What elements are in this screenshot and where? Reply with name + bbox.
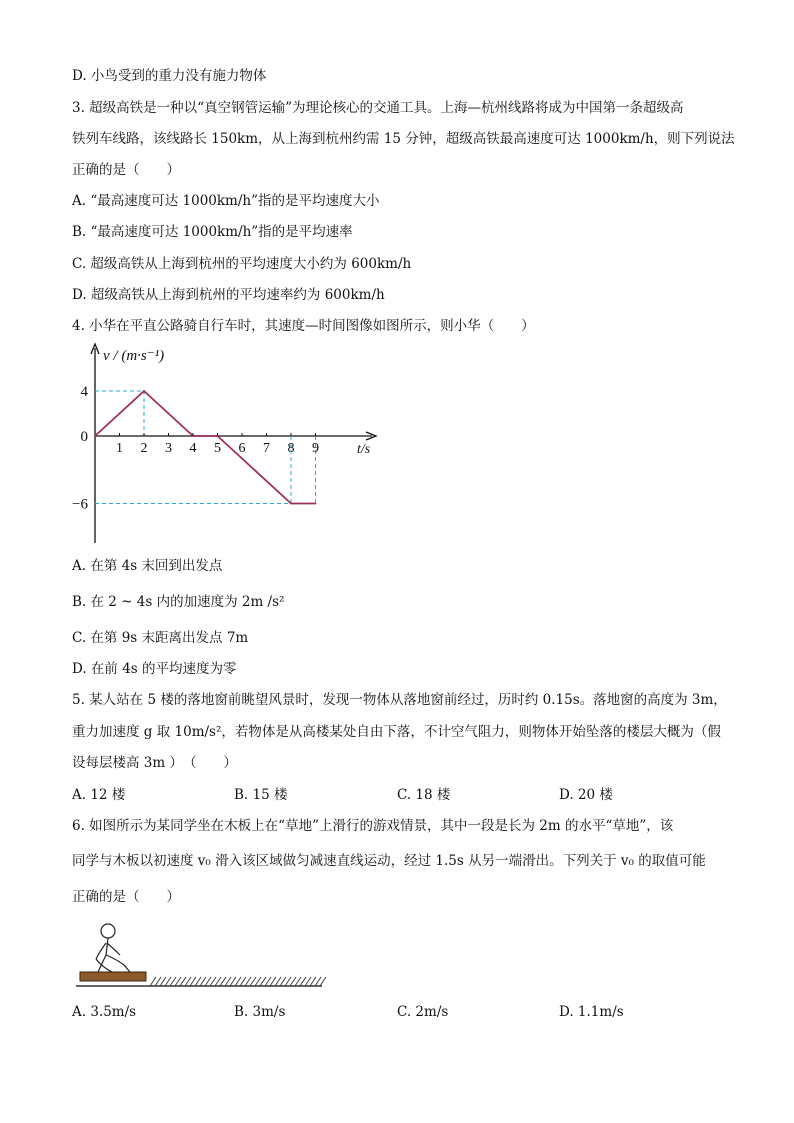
data-point: [290, 503, 292, 505]
q6-option-c: C. 2m/s: [397, 1004, 449, 1020]
wooden-board: [80, 972, 146, 981]
q6-option-a: A. 3.5m/s: [72, 1004, 137, 1020]
grass-hatch: [155, 977, 161, 986]
y-tick-label: −6: [72, 496, 88, 513]
x-tick-label: 4: [189, 441, 197, 456]
q5-option-c: C. 18 楼: [397, 787, 451, 803]
grass-hatch: [250, 977, 256, 986]
q3-stem-line-1: 3. 超级高铁是一种以“真空钢管运输”为理论核心的交通工具。上海—杭州线路将成为中国第一条超级高: [72, 100, 684, 116]
q6-option-d: D. 1.1m/s: [559, 1004, 624, 1020]
x-axis-label: t/s: [357, 442, 371, 457]
data-point: [315, 503, 317, 505]
grass-hatch: [215, 977, 221, 986]
q3-stem-line-2: 铁列车线路，该线路长 150km，从上海到杭州约需 15 分钟，超级高铁最高速度可达 1000km/h，则下列说法: [72, 131, 735, 147]
q5-stem-line-3: 设每层楼高 3m ） （ ）: [72, 755, 237, 771]
q2-option-d: D. 小鸟受到的重力没有施力物体: [72, 68, 267, 84]
q5-stem-line-1: 5. 某人站在 5 楼的落地窗前眺望风景时，发现一物体从落地窗前经过，历时约 0.15s。落地窗的高度为 3m，: [72, 692, 727, 708]
data-point: [143, 390, 145, 392]
y-axis-label: v / (m·s⁻¹): [103, 348, 165, 364]
x-tick-label: 9: [312, 441, 319, 456]
grass-hatch: [305, 977, 311, 986]
velocity-series-line: [95, 391, 316, 504]
q5-options: [72, 786, 722, 804]
grass-hatch: [240, 977, 246, 986]
grass-hatch: [175, 977, 181, 986]
grass-hatch: [265, 977, 271, 986]
q4-stem: 4. 小华在平直公路骑自行车时，其速度—时间图像如图所示，则小华（ ）: [72, 318, 535, 334]
y-tick-label: 0: [80, 429, 88, 445]
grass-hatch: [260, 977, 266, 986]
q6-options: [72, 1003, 722, 1021]
x-tick-label: 6: [238, 441, 246, 456]
grass-hatch: [180, 977, 186, 986]
x-tick-label: 2: [140, 441, 148, 456]
grass-hatch: [295, 977, 301, 986]
student-figure: [96, 924, 130, 972]
q5-option-d: D. 20 楼: [559, 787, 613, 803]
x-tick-label: 5: [214, 441, 221, 456]
grass-hatch: [150, 977, 156, 986]
x-tick-label: 1: [116, 441, 123, 456]
grass-hatch: [310, 977, 316, 986]
y-tick-label: 4: [80, 384, 88, 400]
grass-hatch: [320, 977, 326, 986]
grass-hatch: [185, 977, 191, 986]
q4-option-c: C. 在第 9s 末距离出发点 7m: [72, 630, 249, 646]
x-tick-label: 3: [165, 441, 172, 456]
grass-hatch: [290, 977, 296, 986]
data-point: [94, 435, 96, 437]
q4-option-a: A. 在第 4s 末回到出发点: [72, 558, 223, 574]
q3-option-a: A. “最高速度可达 1000km/h”指的是平均速度大小: [72, 193, 380, 209]
q3-option-c: C. 超级高铁从上海到杭州的平均速度大小约为 600km/h: [72, 256, 412, 272]
q6-stem-line-1: 6. 如图所示为某同学坐在木板上在“草地”上滑行的游戏情景，其中一段是长为 2m 的水平“草地”，该: [72, 818, 674, 834]
grass-hatch: [200, 977, 206, 986]
q4-option-b: B. 在 2 ~ 4s 内的加速度为 2m /s²: [72, 594, 285, 610]
x-tick-label: 7: [263, 441, 270, 456]
q3-option-b: B. “最高速度可达 1000km/h”指的是平均速率: [72, 224, 353, 240]
grass-hatch: [170, 977, 176, 986]
velocity-time-graph: [70, 338, 390, 548]
grass-hatch: [245, 977, 251, 986]
q3-option-d: D. 超级高铁从上海到杭州的平均速率约为 600km/h: [72, 287, 385, 303]
grass-hatch: [190, 977, 196, 986]
q6-stem-line-3: 正确的是（ ）: [72, 889, 180, 905]
grass-hatch: [160, 977, 166, 986]
grass-hatch: [210, 977, 216, 986]
grass-hatch: [195, 977, 201, 986]
q6-stem-line-2: 同学与木板以初速度 v₀ 滑入该区域做匀减速直线运动，经过 1.5s 从另一端滑出。下列关于 v₀ 的取值可能: [72, 853, 706, 869]
q4-option-d: D. 在前 4s 的平均速度为零: [72, 661, 237, 677]
grass-hatch: [225, 977, 231, 986]
grass-hatch: [315, 977, 321, 986]
grass-hatch: [300, 977, 306, 986]
q6-option-b: B. 3m/s: [234, 1004, 286, 1020]
grass-hatch: [275, 977, 281, 986]
grass-hatch: [280, 977, 286, 986]
x-tick-label: 8: [287, 441, 295, 456]
grass-hatch: [285, 977, 291, 986]
grass-hatch: [255, 977, 261, 986]
q5-stem-line-2: 重力加速度 g 取 10m/s²，若物体是从高楼某处自由下落，不计空气阻力，则物体开始坠落的楼层大概为（假: [72, 724, 721, 740]
grass-hatch: [270, 977, 276, 986]
sled-on-grass-illustration: [72, 915, 332, 995]
grass-hatch: [220, 977, 226, 986]
grass-hatch: [205, 977, 211, 986]
grass-hatch: [235, 977, 241, 986]
q5-option-b: B. 15 楼: [234, 787, 288, 803]
grass-hatch: [165, 977, 171, 986]
grass-hatch: [230, 977, 236, 986]
q3-stem-line-3: 正确的是（ ）: [72, 162, 180, 178]
q5-option-a: A. 12 楼: [72, 787, 126, 803]
